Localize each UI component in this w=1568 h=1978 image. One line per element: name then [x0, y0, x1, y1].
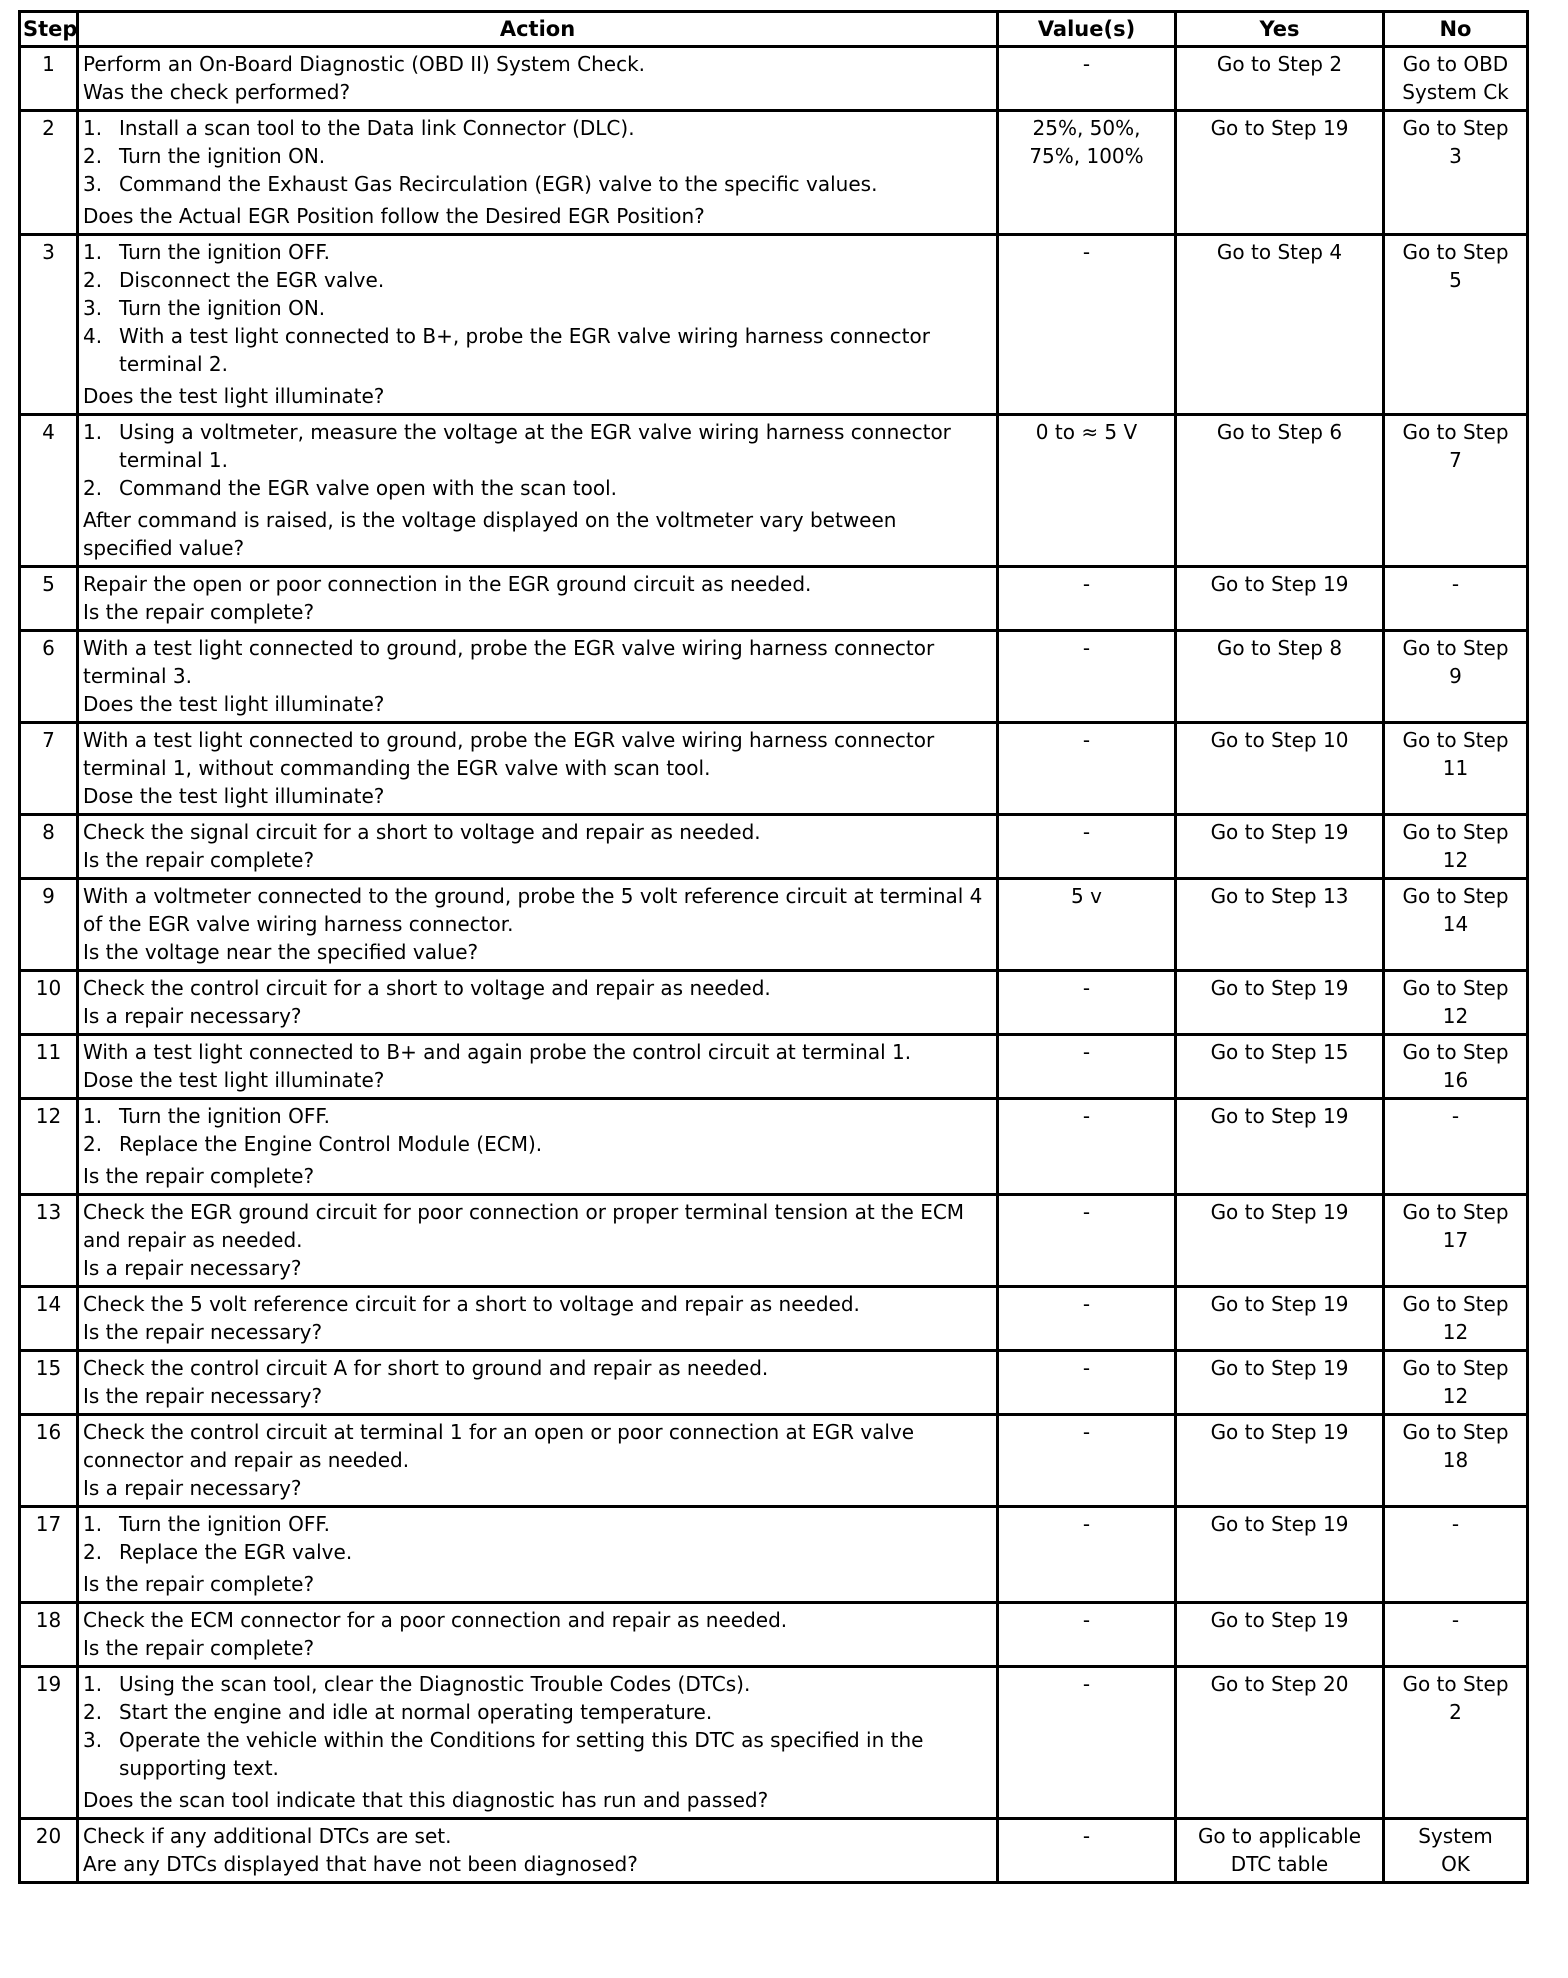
header-action: Action	[78, 12, 998, 47]
value-cell	[998, 1603, 1176, 1667]
action-cell	[78, 111, 998, 235]
yes-text: Go to Step 4	[1216, 240, 1343, 264]
yes-cell	[1176, 815, 1384, 879]
value-text: -	[1082, 1200, 1091, 1224]
action-cell	[78, 971, 998, 1035]
value-cell	[998, 567, 1176, 631]
action-question: Is a repair necessary?	[83, 1256, 302, 1280]
yes-text: Go to Step 6	[1216, 420, 1343, 444]
action-step-number: 1.	[83, 240, 103, 264]
no-text: 3	[1449, 144, 1462, 168]
action-text: Check the EGR ground circuit for poor connection or proper terminal tension at the ECM and repair as needed.	[83, 1200, 965, 1252]
yes-cell	[1176, 1603, 1384, 1667]
table-row	[20, 567, 1528, 631]
table-row	[20, 235, 1528, 415]
action-step-number: 2.	[83, 1540, 103, 1564]
yes-cell	[1176, 723, 1384, 815]
yes-text: Go to Step 2	[1216, 52, 1343, 76]
value-cell	[998, 1195, 1176, 1287]
action-step-number: 1.	[83, 1104, 103, 1128]
table-row	[20, 1099, 1528, 1195]
action-question: Dose the test light illuminate?	[83, 784, 385, 808]
yes-cell	[1176, 1819, 1384, 1883]
yes-cell	[1176, 971, 1384, 1035]
action-text: Check the control circuit A for short to ground and repair as needed.	[83, 1356, 769, 1380]
no-cell	[1384, 1287, 1528, 1351]
action-step-text: Turn the ignition ON.	[119, 144, 326, 168]
no-cell	[1384, 631, 1528, 723]
no-cell	[1384, 879, 1528, 971]
no-text: -	[1451, 1104, 1460, 1128]
no-text: Go to Step	[1402, 728, 1509, 752]
no-text: System	[1418, 1824, 1493, 1848]
yes-text: Go to Step 19	[1210, 116, 1349, 140]
table-row	[20, 1351, 1528, 1415]
step-number: 1	[20, 47, 78, 111]
no-cell	[1384, 971, 1528, 1035]
step-number: 14	[20, 1287, 78, 1351]
no-text: 14	[1442, 912, 1469, 936]
value-cell	[998, 111, 1176, 235]
table-row	[20, 971, 1528, 1035]
value-cell	[998, 971, 1176, 1035]
value-text: -	[1082, 240, 1091, 264]
action-cell	[78, 1415, 998, 1507]
no-cell	[1384, 1415, 1528, 1507]
action-text: With a test light connected to ground, probe the EGR valve wiring harness connector terminal 3.	[83, 636, 935, 688]
yes-cell	[1176, 631, 1384, 723]
yes-text: Go to Step 19	[1210, 1200, 1349, 1224]
value-cell	[998, 1819, 1176, 1883]
no-text: Go to Step	[1402, 1292, 1509, 1316]
action-step-text: Operate the vehicle within the Conditions for setting this DTC as specified in the supporting text.	[119, 1728, 924, 1780]
table-row	[20, 1035, 1528, 1099]
action-step-item	[83, 1538, 992, 1566]
action-step-item	[83, 1670, 992, 1698]
no-cell	[1384, 1603, 1528, 1667]
no-text: Go to Step	[1402, 1356, 1509, 1380]
no-text: 12	[1442, 1004, 1469, 1028]
action-question: Is the repair complete?	[83, 1636, 315, 1660]
value-text: -	[1082, 1512, 1091, 1536]
action-step-number: 1.	[83, 1512, 103, 1536]
step-number: 16	[20, 1415, 78, 1507]
header-no: No	[1384, 12, 1528, 47]
action-text: Check the ECM connector for a poor connection and repair as needed.	[83, 1608, 788, 1632]
value-text: -	[1082, 1420, 1091, 1444]
yes-text: Go to Step 8	[1216, 636, 1343, 660]
no-text: Go to Step	[1402, 820, 1509, 844]
value-text: -	[1082, 728, 1091, 752]
no-cell	[1384, 1667, 1528, 1819]
no-cell	[1384, 47, 1528, 111]
value-cell	[998, 815, 1176, 879]
no-text: Go to Step	[1402, 240, 1509, 264]
action-step-number: 2.	[83, 268, 103, 292]
value-cell	[998, 723, 1176, 815]
action-cell	[78, 47, 998, 111]
no-text: Go to Step	[1402, 116, 1509, 140]
value-text: -	[1082, 820, 1091, 844]
yes-cell	[1176, 235, 1384, 415]
action-step-number: 1.	[83, 420, 103, 444]
yes-cell	[1176, 879, 1384, 971]
table-row	[20, 1507, 1528, 1603]
yes-cell	[1176, 1099, 1384, 1195]
yes-text: Go to Step 19	[1210, 1420, 1349, 1444]
action-step-text: Disconnect the EGR valve.	[119, 268, 385, 292]
table-row	[20, 1603, 1528, 1667]
no-cell	[1384, 723, 1528, 815]
value-text: 25%, 50%,	[1032, 116, 1141, 140]
value-cell	[998, 1099, 1176, 1195]
yes-text: Go to Step 15	[1210, 1040, 1349, 1064]
action-step-text: Using a voltmeter, measure the voltage at the EGR valve wiring harness connector terminal 1.	[119, 420, 951, 472]
action-step-item	[83, 238, 992, 266]
action-step-item	[83, 1510, 992, 1538]
no-text: 16	[1442, 1068, 1469, 1092]
yes-cell	[1176, 1035, 1384, 1099]
no-cell	[1384, 1507, 1528, 1603]
action-cell	[78, 567, 998, 631]
header-step: Step	[20, 12, 78, 47]
action-step-number: 3.	[83, 296, 103, 320]
no-text: Go to Step	[1402, 884, 1509, 908]
no-text: Go to OBD	[1402, 52, 1509, 76]
no-cell	[1384, 235, 1528, 415]
table-row	[20, 1415, 1528, 1507]
step-number: 17	[20, 1507, 78, 1603]
action-step-number: 1.	[83, 1672, 103, 1696]
action-question: After command is raised, is the voltage displayed on the voltmeter vary between specified value?	[83, 508, 897, 560]
action-step-text: Turn the ignition ON.	[119, 296, 326, 320]
value-text: -	[1082, 1292, 1091, 1316]
value-cell	[998, 1667, 1176, 1819]
no-cell	[1384, 815, 1528, 879]
yes-cell	[1176, 47, 1384, 111]
step-number: 6	[20, 631, 78, 723]
action-step-item	[83, 1102, 992, 1130]
action-question: Does the Actual EGR Position follow the Desired EGR Position?	[83, 204, 705, 228]
no-text: 12	[1442, 1384, 1469, 1408]
action-step-number: 4.	[83, 324, 103, 348]
action-step-item	[83, 170, 992, 198]
no-cell	[1384, 415, 1528, 567]
action-question: Does the test light illuminate?	[83, 692, 385, 716]
no-text: 7	[1449, 448, 1462, 472]
diagnostic-table	[18, 10, 1529, 1884]
action-step-item	[83, 142, 992, 170]
action-cell	[78, 1099, 998, 1195]
action-step-number: 2.	[83, 1700, 103, 1724]
step-number: 5	[20, 567, 78, 631]
no-text: Go to Step	[1402, 1420, 1509, 1444]
yes-cell	[1176, 415, 1384, 567]
header-yes: Yes	[1176, 12, 1384, 47]
table-row	[20, 1819, 1528, 1883]
action-step-item	[83, 474, 992, 502]
action-cell	[78, 631, 998, 723]
value-cell	[998, 631, 1176, 723]
step-number: 19	[20, 1667, 78, 1819]
yes-text: Go to Step 19	[1210, 976, 1349, 1000]
value-cell	[998, 1507, 1176, 1603]
table-row	[20, 879, 1528, 971]
step-number: 20	[20, 1819, 78, 1883]
step-number: 11	[20, 1035, 78, 1099]
table-row	[20, 111, 1528, 235]
value-cell	[998, 235, 1176, 415]
action-cell	[78, 1507, 998, 1603]
action-cell	[78, 1035, 998, 1099]
action-step-number: 2.	[83, 476, 103, 500]
yes-text: Go to Step 10	[1210, 728, 1349, 752]
action-text: With a test light connected to ground, probe the EGR valve wiring harness connector terminal 1, without commanding the EGR valve with scan tool.	[83, 728, 935, 780]
action-step-text: Replace the EGR valve.	[119, 1540, 353, 1564]
table-row	[20, 1287, 1528, 1351]
no-cell	[1384, 111, 1528, 235]
value-text: -	[1082, 1824, 1091, 1848]
action-question: Is the repair necessary?	[83, 1384, 323, 1408]
action-step-text: Command the Exhaust Gas Recirculation (EGR) valve to the specific values.	[119, 172, 878, 196]
action-question: Is the repair complete?	[83, 848, 315, 872]
action-text: Check the control circuit at terminal 1 for an open or poor connection at EGR valve connector and repair as needed.	[83, 1420, 915, 1472]
action-step-text: Install a scan tool to the Data link Connector (DLC).	[119, 116, 635, 140]
action-cell	[78, 1667, 998, 1819]
action-step-number: 3.	[83, 172, 103, 196]
action-step-text: With a test light connected to B+, probe the EGR valve wiring harness connector terminal 2.	[119, 324, 930, 376]
yes-text: Go to Step 19	[1210, 1104, 1349, 1128]
step-number: 3	[20, 235, 78, 415]
value-text: -	[1082, 976, 1091, 1000]
action-question: Are any DTCs displayed that have not been diagnosed?	[83, 1852, 638, 1876]
action-step-item	[83, 1698, 992, 1726]
action-cell	[78, 1351, 998, 1415]
step-number: 18	[20, 1603, 78, 1667]
no-text: -	[1451, 1608, 1460, 1632]
no-text: -	[1451, 572, 1460, 596]
step-number: 15	[20, 1351, 78, 1415]
no-cell	[1384, 1195, 1528, 1287]
value-cell	[998, 879, 1176, 971]
value-cell	[998, 415, 1176, 567]
no-text: OK	[1441, 1852, 1470, 1876]
yes-text: Go to Step 20	[1210, 1672, 1349, 1696]
action-question: Is a repair necessary?	[83, 1004, 302, 1028]
action-text: Perform an On-Board Diagnostic (OBD II) System Check.	[83, 52, 646, 76]
action-cell	[78, 815, 998, 879]
yes-cell	[1176, 567, 1384, 631]
table-row	[20, 1195, 1528, 1287]
yes-cell	[1176, 1667, 1384, 1819]
value-cell	[998, 47, 1176, 111]
yes-text: Go to Step 19	[1210, 1608, 1349, 1632]
value-text: 0 to ≈ 5 V	[1035, 420, 1138, 444]
action-text: Repair the open or poor connection in the EGR ground circuit as needed.	[83, 572, 812, 596]
no-text: 5	[1449, 268, 1462, 292]
no-text: Go to Step	[1402, 1672, 1509, 1696]
no-text: 9	[1449, 664, 1462, 688]
action-step-item	[83, 294, 992, 322]
action-cell	[78, 723, 998, 815]
action-question: Is the repair necessary?	[83, 1320, 323, 1344]
yes-cell	[1176, 1195, 1384, 1287]
step-number: 10	[20, 971, 78, 1035]
yes-text: Go to Step 19	[1210, 1356, 1349, 1380]
value-text: -	[1082, 636, 1091, 660]
no-text: Go to Step	[1402, 976, 1509, 1000]
table-row	[20, 815, 1528, 879]
action-step-number: 2.	[83, 1132, 103, 1156]
value-text: 5 v	[1071, 884, 1102, 908]
action-text: With a voltmeter connected to the ground, probe the 5 volt reference circuit at terminal 4 of the EGR valve wiring harness connector.	[83, 884, 983, 936]
action-step-text: Command the EGR valve open with the scan tool.	[119, 476, 618, 500]
table-header-row	[20, 12, 1528, 47]
action-step-number: 3.	[83, 1728, 103, 1752]
value-text: -	[1082, 1608, 1091, 1632]
action-text: With a test light connected to B+ and again probe the control circuit at terminal 1.	[83, 1040, 912, 1064]
yes-text: Go to Step 19	[1210, 820, 1349, 844]
action-text: Check the signal circuit for a short to voltage and repair as needed.	[83, 820, 761, 844]
action-step-number: 2.	[83, 144, 103, 168]
action-cell	[78, 1287, 998, 1351]
action-step-item	[83, 266, 992, 294]
action-cell	[78, 1603, 998, 1667]
table-row	[20, 723, 1528, 815]
no-text: 2	[1449, 1700, 1462, 1724]
action-question: Is the repair complete?	[83, 1164, 315, 1188]
no-text: 17	[1442, 1228, 1469, 1252]
action-step-text: Using the scan tool, clear the Diagnostic Trouble Codes (DTCs).	[119, 1672, 751, 1696]
yes-text: Go to Step 19	[1210, 1292, 1349, 1316]
table-body	[20, 47, 1528, 1883]
value-cell	[998, 1287, 1176, 1351]
action-question: Dose the test light illuminate?	[83, 1068, 385, 1092]
action-step-text: Turn the ignition OFF.	[119, 1104, 330, 1128]
action-step-number: 1.	[83, 116, 103, 140]
no-text: 12	[1442, 1320, 1469, 1344]
no-cell	[1384, 1351, 1528, 1415]
step-number: 8	[20, 815, 78, 879]
diagnostic-table-sheet	[18, 10, 1526, 1884]
action-question: Does the test light illuminate?	[83, 384, 385, 408]
yes-text: Go to Step 19	[1210, 572, 1349, 596]
action-step-text: Replace the Engine Control Module (ECM).	[119, 1132, 543, 1156]
yes-cell	[1176, 1415, 1384, 1507]
value-text: -	[1082, 1104, 1091, 1128]
action-step-text: Turn the ignition OFF.	[119, 240, 330, 264]
value-cell	[998, 1351, 1176, 1415]
value-text: 75%, 100%	[1029, 144, 1144, 168]
no-text: System Ck	[1402, 80, 1509, 104]
no-cell	[1384, 1819, 1528, 1883]
yes-cell	[1176, 1351, 1384, 1415]
table-row	[20, 1667, 1528, 1819]
action-step-item	[83, 322, 992, 378]
action-text: Check if any additional DTCs are set.	[83, 1824, 452, 1848]
action-question: Is the voltage near the specified value?	[83, 940, 479, 964]
no-text: 12	[1442, 848, 1469, 872]
action-cell	[78, 879, 998, 971]
value-cell	[998, 1415, 1176, 1507]
action-question: Was the check performed?	[83, 80, 351, 104]
value-text: -	[1082, 1672, 1091, 1696]
no-text: Go to Step	[1402, 636, 1509, 660]
action-cell	[78, 1195, 998, 1287]
yes-cell	[1176, 111, 1384, 235]
step-number: 9	[20, 879, 78, 971]
no-text: 18	[1442, 1448, 1469, 1472]
action-cell	[78, 1819, 998, 1883]
yes-text: Go to applicable	[1197, 1824, 1362, 1848]
table-row	[20, 415, 1528, 567]
table-row	[20, 47, 1528, 111]
no-cell	[1384, 567, 1528, 631]
yes-text: DTC table	[1230, 1852, 1329, 1876]
step-number: 2	[20, 111, 78, 235]
no-text: Go to Step	[1402, 420, 1509, 444]
value-cell	[998, 1035, 1176, 1099]
value-text: -	[1082, 572, 1091, 596]
yes-cell	[1176, 1507, 1384, 1603]
action-cell	[78, 235, 998, 415]
action-step-item	[83, 418, 992, 474]
no-text: 11	[1442, 756, 1469, 780]
step-number: 13	[20, 1195, 78, 1287]
action-question: Is the repair complete?	[83, 1572, 315, 1596]
step-number: 7	[20, 723, 78, 815]
action-step-item	[83, 1726, 992, 1782]
action-question: Is the repair complete?	[83, 600, 315, 624]
action-step-text: Turn the ignition OFF.	[119, 1512, 330, 1536]
no-text: Go to Step	[1402, 1040, 1509, 1064]
action-text: Check the control circuit for a short to voltage and repair as needed.	[83, 976, 771, 1000]
step-number: 12	[20, 1099, 78, 1195]
no-text: Go to Step	[1402, 1200, 1509, 1224]
yes-text: Go to Step 19	[1210, 1512, 1349, 1536]
yes-text: Go to Step 13	[1210, 884, 1349, 908]
yes-cell	[1176, 1287, 1384, 1351]
header-values: Value(s)	[998, 12, 1176, 47]
action-step-item	[83, 114, 992, 142]
action-text: Check the 5 volt reference circuit for a short to voltage and repair as needed.	[83, 1292, 860, 1316]
table-row	[20, 631, 1528, 723]
action-question: Does the scan tool indicate that this diagnostic has run and passed?	[83, 1788, 769, 1812]
value-text: -	[1082, 1040, 1091, 1064]
step-number: 4	[20, 415, 78, 567]
value-text: -	[1082, 52, 1091, 76]
no-cell	[1384, 1099, 1528, 1195]
action-step-text: Start the engine and idle at normal operating temperature.	[119, 1700, 713, 1724]
action-question: Is a repair necessary?	[83, 1476, 302, 1500]
action-step-item	[83, 1130, 992, 1158]
no-cell	[1384, 1035, 1528, 1099]
no-text: -	[1451, 1512, 1460, 1536]
action-cell	[78, 415, 998, 567]
value-text: -	[1082, 1356, 1091, 1380]
